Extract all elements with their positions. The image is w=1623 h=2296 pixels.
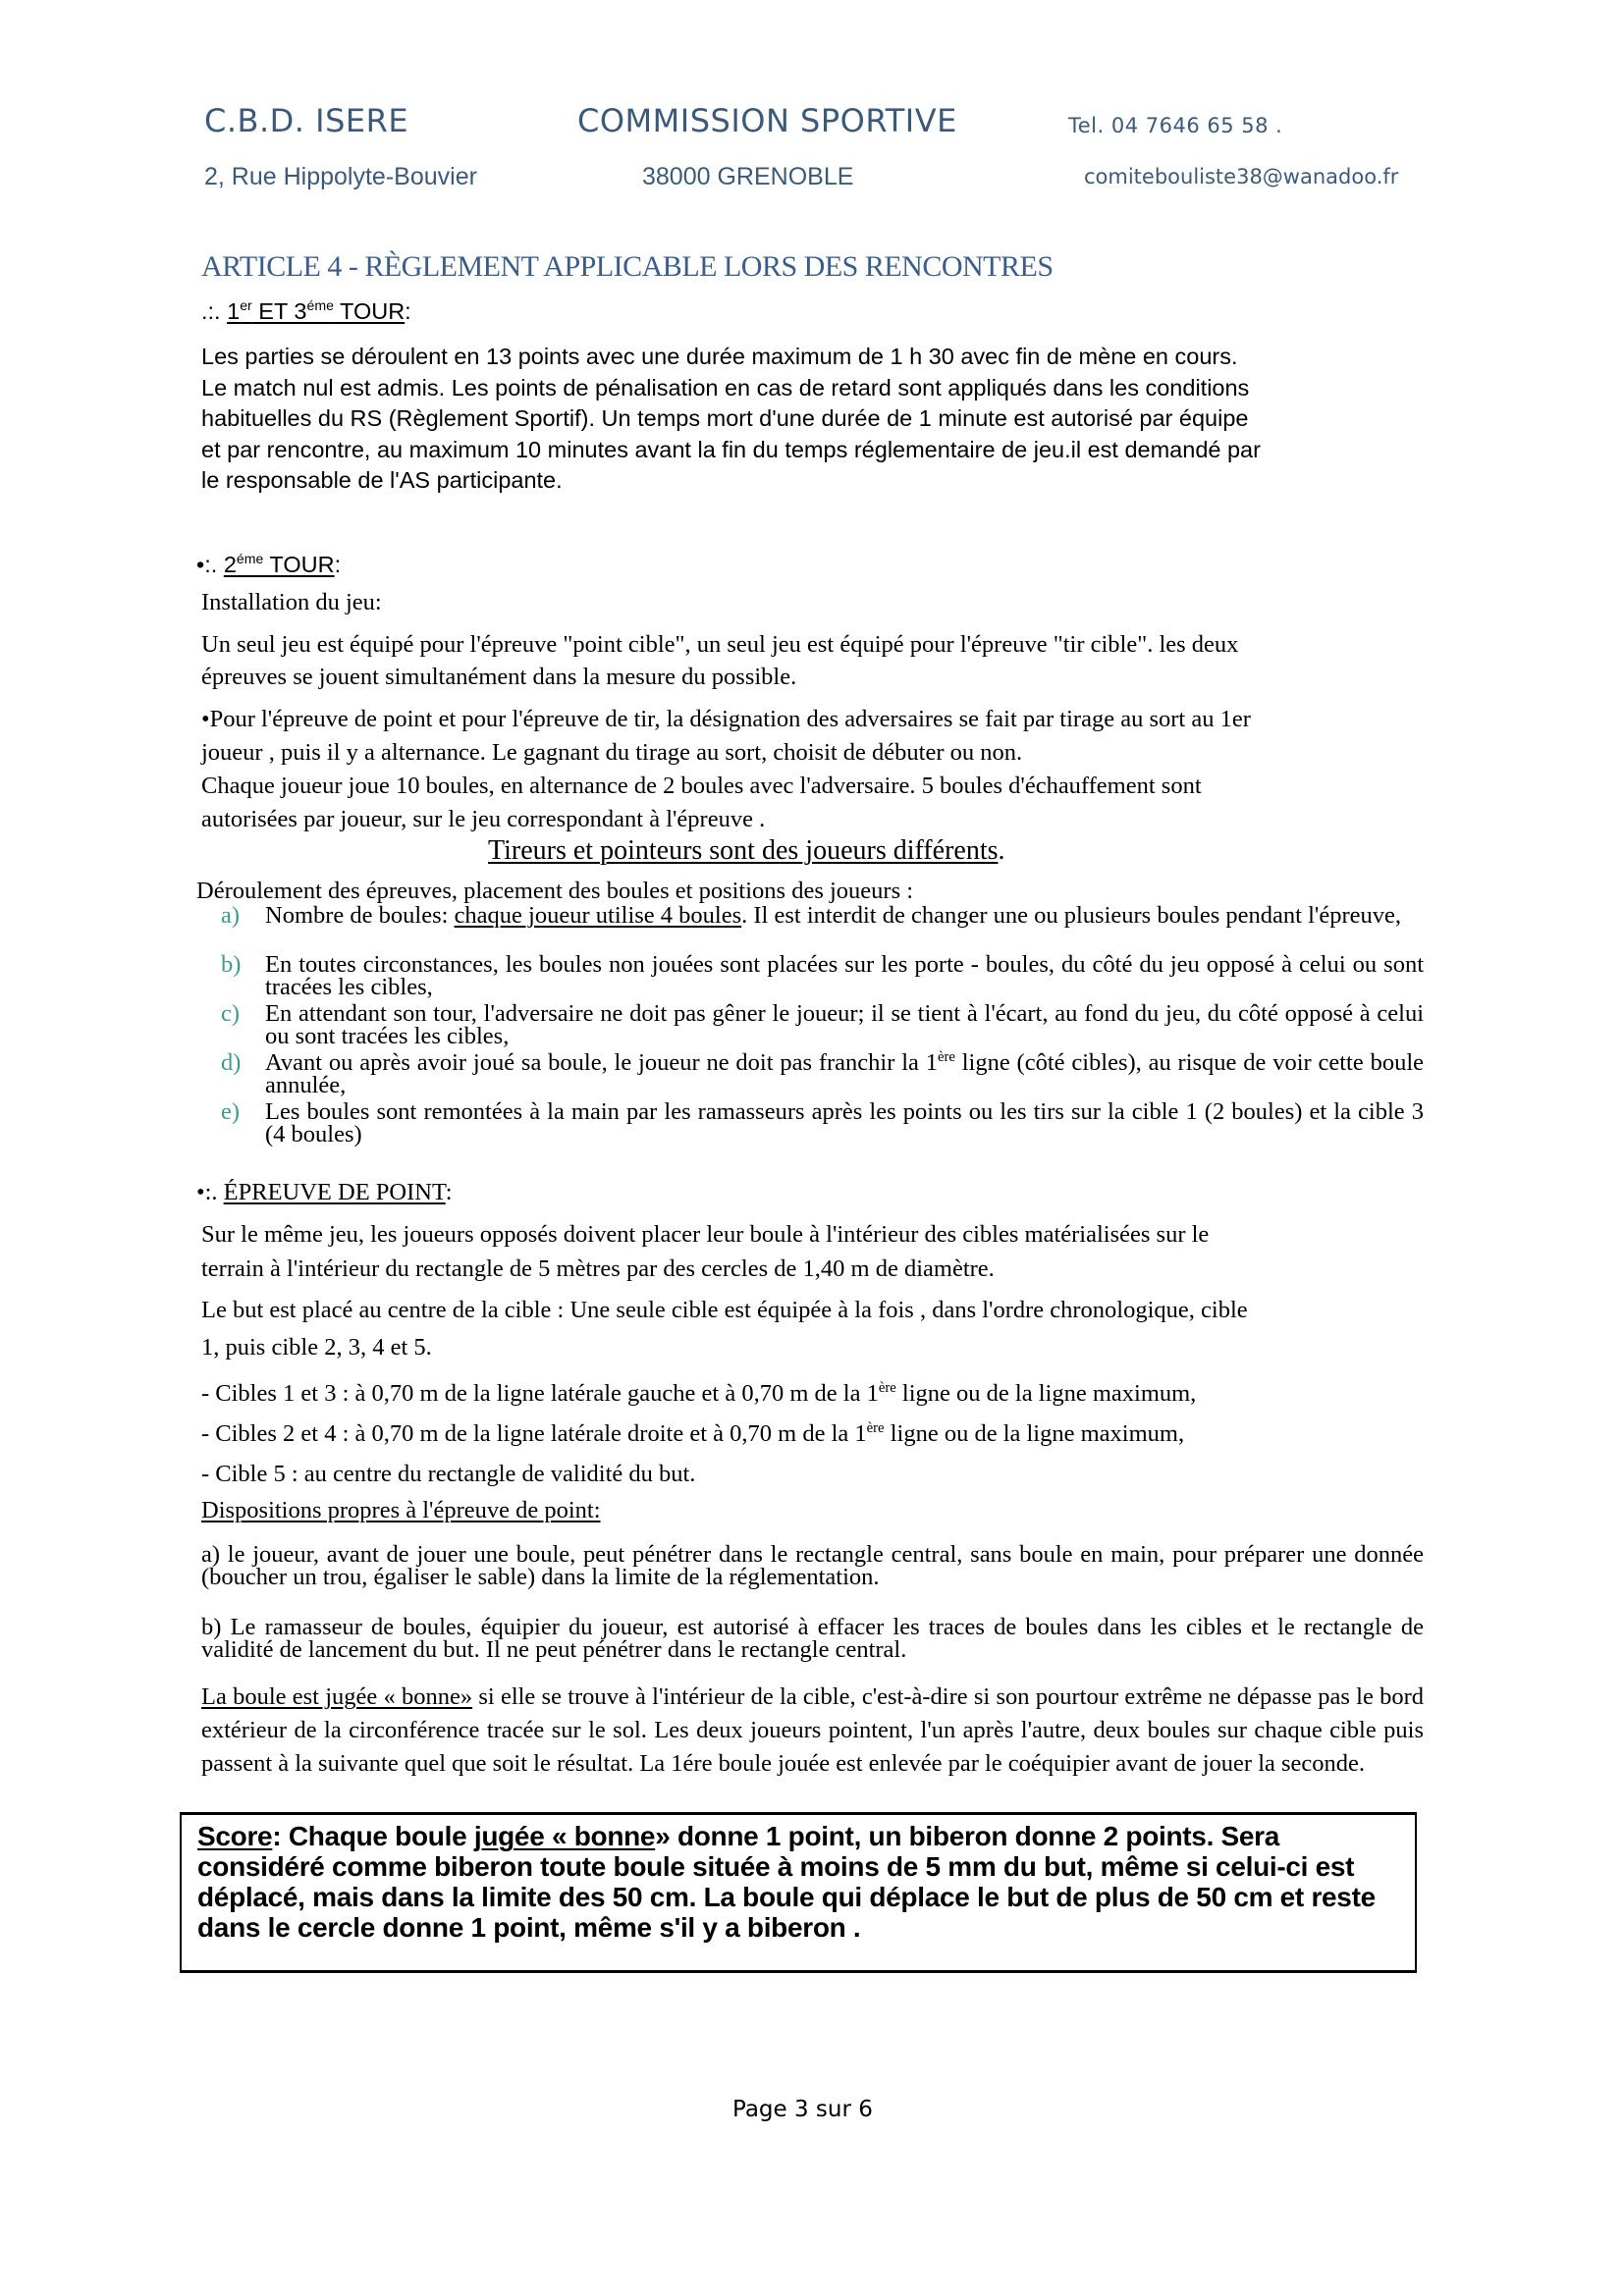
tireurs-period: . (998, 835, 1005, 866)
section-heading-tour-2 (196, 552, 341, 578)
installation-label: Installation du jeu: (201, 589, 382, 615)
list-text-underlined: chaque joueur utilise 4 boules (454, 902, 742, 929)
heading-mid: ET 3 (251, 298, 307, 324)
list-text: En toutes circonstances, les boules non jouées sont placées sur les porte - boules, du côté du jeu opposé à celui ou sont tracées les cibles, (265, 951, 1424, 1000)
email-link[interactable]: comitebouliste38@wanadoo.fr (1084, 165, 1399, 188)
list-text (265, 1048, 1424, 1098)
paragraph-line: Chaque joueur joue 10 boules, en alternance de 2 boules avec l'adversaire. 5 boules d'échauffement sont (201, 773, 1202, 799)
heading-end: TOUR (333, 298, 406, 324)
cibles-list (201, 1373, 1424, 1494)
epreuve-paragraph-2 (201, 1292, 1424, 1366)
bonne-underlined: La boule est jugée « bonne» (201, 1683, 473, 1710)
score-label: Score (197, 1821, 273, 1851)
score-text-rest: » donne 1 point, un biberon donne 2 points. Sera considéré comme biberon toute boule située à moins de 5 mm du but, même si celui-ci est déplacé, mais dans la limite des 50 cm. La boule qui déplace le but de plus de 50 cm et reste dans le cercle donne 1 point, même s'il y a biberon . (197, 1821, 1376, 1943)
paragraph-line: Un seul jeu est équipé pour l'épreuve "point cible", un seul jeu est équipé pour l'épreuve "tir cible". les deux (201, 631, 1239, 658)
paragraph-line: Le but est placé au centre de la cible : Une seule cible est équipée à la fois , dans l'ordre chronologique, cible (201, 1297, 1248, 1323)
heading-prefix: .:. (201, 298, 228, 324)
article-title: ARTICLE 4 - RÈGLEMENT APPLICABLE LORS DES RENCONTRES (201, 250, 1054, 283)
list-letter: e) (221, 1098, 241, 1125)
heading-sup: er (240, 297, 252, 314)
heading-sup: éme (306, 297, 334, 314)
bonne-text: si elle se trouve à l'intérieur de la cible, c'est-à-dire si son pourtour extrême ne dépasse pas le bord extérieur de la circonférence tracée sur le sol. Les deux joueurs pointent, l'un après l'autre, deux boules sur chaque cible puis passent à la suivante quel que soit le résultat. La 1ére boule jouée est enlevée par le coéquipier avant de jouer la seconde. (201, 1683, 1424, 1777)
tireurs-notice (488, 835, 1005, 867)
heading-sup: éme (236, 551, 264, 567)
heading-colon: : (405, 298, 411, 324)
address: 2, Rue Hippolyte-Bouvier (204, 163, 477, 190)
list-letter: c) (221, 1000, 241, 1027)
paragraph-line: habituelles du RS (Règlement Sportif). Un temps mort d'une durée de 1 minute est autorisé par équipe (201, 405, 1249, 431)
heading-title: ÉPREUVE DE POINT (223, 1179, 446, 1205)
deroulement-label: Déroulement des épreuves, placement des boules et positions des joueurs : (196, 878, 914, 904)
telephone: Tel. 04 7646 65 58 . (1068, 114, 1283, 137)
score-text-pre: : Chaque boule (272, 1821, 474, 1851)
bonne-paragraph (201, 1681, 1424, 1781)
list-text-post: . Il est interdit de changer une ou plusieurs boules pendant l'épreuve, (741, 902, 1401, 929)
cible-text: - Cible 5 : au centre du rectangle de validité du but. (201, 1461, 696, 1487)
list-text: Les boules sont remontées à la main par les ramasseurs après les points ou les tirs sur la cible 1 (2 boules) et la cible 3 (4 boules) (265, 1098, 1424, 1148)
list-letter: d) (221, 1049, 242, 1076)
disposition-a: a) le joueur, avant de jouer une boule, peut pénétrer dans le rectangle central, sans boule en main, pour préparer une donnée (boucher un trou, égaliser le sable) dans la limite de la réglementation. (201, 1541, 1424, 1590)
list-text-post: ligne (côté cibles), au risque de voir cette boule annulée, (265, 1049, 1424, 1098)
cible-item (201, 1373, 1424, 1414)
cible-item (201, 1454, 1424, 1494)
disposition-b: b) Le ramasseur de boules, équipier du joueur, est autorisé à effacer les traces de boules dans les cibles et le rectangle de validité de lancement du but. Il ne peut pénétrer dans le rectangle central. (201, 1614, 1424, 1663)
paragraph-line: 1, puis cible 2, 3, 4 et 5. (201, 1334, 432, 1361)
paragraph-line: et par rencontre, au maximum 10 minutes avant la fin du temps réglementaire de jeu.il est demandé par (201, 436, 1261, 462)
epreuve-paragraph-1 (201, 1217, 1424, 1286)
score-box (180, 1812, 1417, 1973)
paragraph-line: autorisées par joueur, sur le jeu correspondant à l'épreuve . (201, 806, 766, 832)
list-text-pre: Nombre de boules: (265, 902, 455, 929)
cible-sup: ère (878, 1379, 896, 1396)
cible-sup: ère (866, 1419, 885, 1436)
heading-title (224, 552, 335, 577)
heading-prefix: •:. (196, 1179, 224, 1205)
cible-text: - Cibles 1 et 3 : à 0,70 m de la ligne latérale gauche et à 0,70 m de la 1 (201, 1380, 879, 1407)
score-text (197, 1821, 1405, 1943)
city: 38000 GRENOBLE (642, 163, 854, 190)
heading-prefix: •:. (196, 552, 224, 577)
heading-colon: : (445, 1179, 453, 1205)
paragraph-line: Le match nul est admis. Les points de pénalisation en cas de retard sont appliqués dans les conditions (201, 374, 1250, 400)
paragraph-line: terrain à l'intérieur du rectangle de 5 mètres par des cercles de 1,40 m de diamètre. (201, 1255, 995, 1282)
designation-paragraph (201, 703, 1424, 836)
section1-paragraph (201, 342, 1424, 497)
score-text-underlined: jugée « bonne (473, 1821, 656, 1851)
list-letter: a) (221, 902, 241, 929)
list-text-sup: ère (937, 1048, 955, 1065)
section-heading-tour-1-3 (201, 298, 411, 325)
list-text-pre: Avant ou après avoir joué sa boule, le joueur ne doit pas franchir la 1 (265, 1049, 938, 1076)
cible-text: - Cibles 2 et 4 : à 0,70 m de la ligne latérale droite et à 0,70 m de la 1 (201, 1420, 867, 1447)
list-text: En attendant son tour, l'adversaire ne doit pas gêner le joueur; il se tient à l'écart, au fond du jeu, du côté opposé à celui ou sont tracées les cibles, (265, 1000, 1424, 1049)
paragraph-line: Sur le même jeu, les joueurs opposés doivent placer leur boule à l'intérieur des cibles matérialisées sur le (201, 1221, 1210, 1248)
paragraph-line: épreuves se jouent simultanément dans la mesure du possible. (201, 664, 797, 690)
installation-paragraph (201, 628, 1424, 693)
commission-name: COMMISSION SPORTIVE (577, 102, 957, 139)
tireurs-text: Tireurs et pointeurs sont des joueurs différents (488, 835, 999, 866)
heading-num: 1 (227, 298, 241, 324)
paragraph-line: joueur , puis il y a alternance. Le gagnant du tirage au sort, choisit de débuter ou non. (201, 739, 1023, 766)
heading-title (227, 298, 405, 324)
page-number: Page 3 sur 6 (732, 2097, 873, 2122)
org-name: C.B.D. ISERE (204, 102, 409, 139)
heading-num: 2 (223, 552, 237, 577)
paragraph-line: Les parties se déroulent en 13 points avec une durée maximum de 1 h 30 avec fin de mène en cours. (201, 344, 1238, 369)
section-heading-epreuve-point (196, 1179, 453, 1206)
list-text (265, 902, 1424, 929)
cible-text: ligne ou de la ligne maximum, (884, 1420, 1185, 1447)
dispositions-title: Dispositions propres à l'épreuve de point: (201, 1497, 601, 1523)
paragraph-line: le responsable de l'AS participante. (201, 467, 563, 493)
paragraph-line: •Pour l'épreuve de point et pour l'épreuve de tir, la désignation des adversaires se fait par tirage au sort au 1er (201, 706, 1251, 732)
cible-item (201, 1414, 1424, 1454)
list-letter: b) (221, 951, 242, 978)
heading-colon: : (334, 552, 342, 577)
heading-end: TOUR (263, 552, 335, 577)
cible-text: ligne ou de la ligne maximum, (895, 1380, 1197, 1407)
